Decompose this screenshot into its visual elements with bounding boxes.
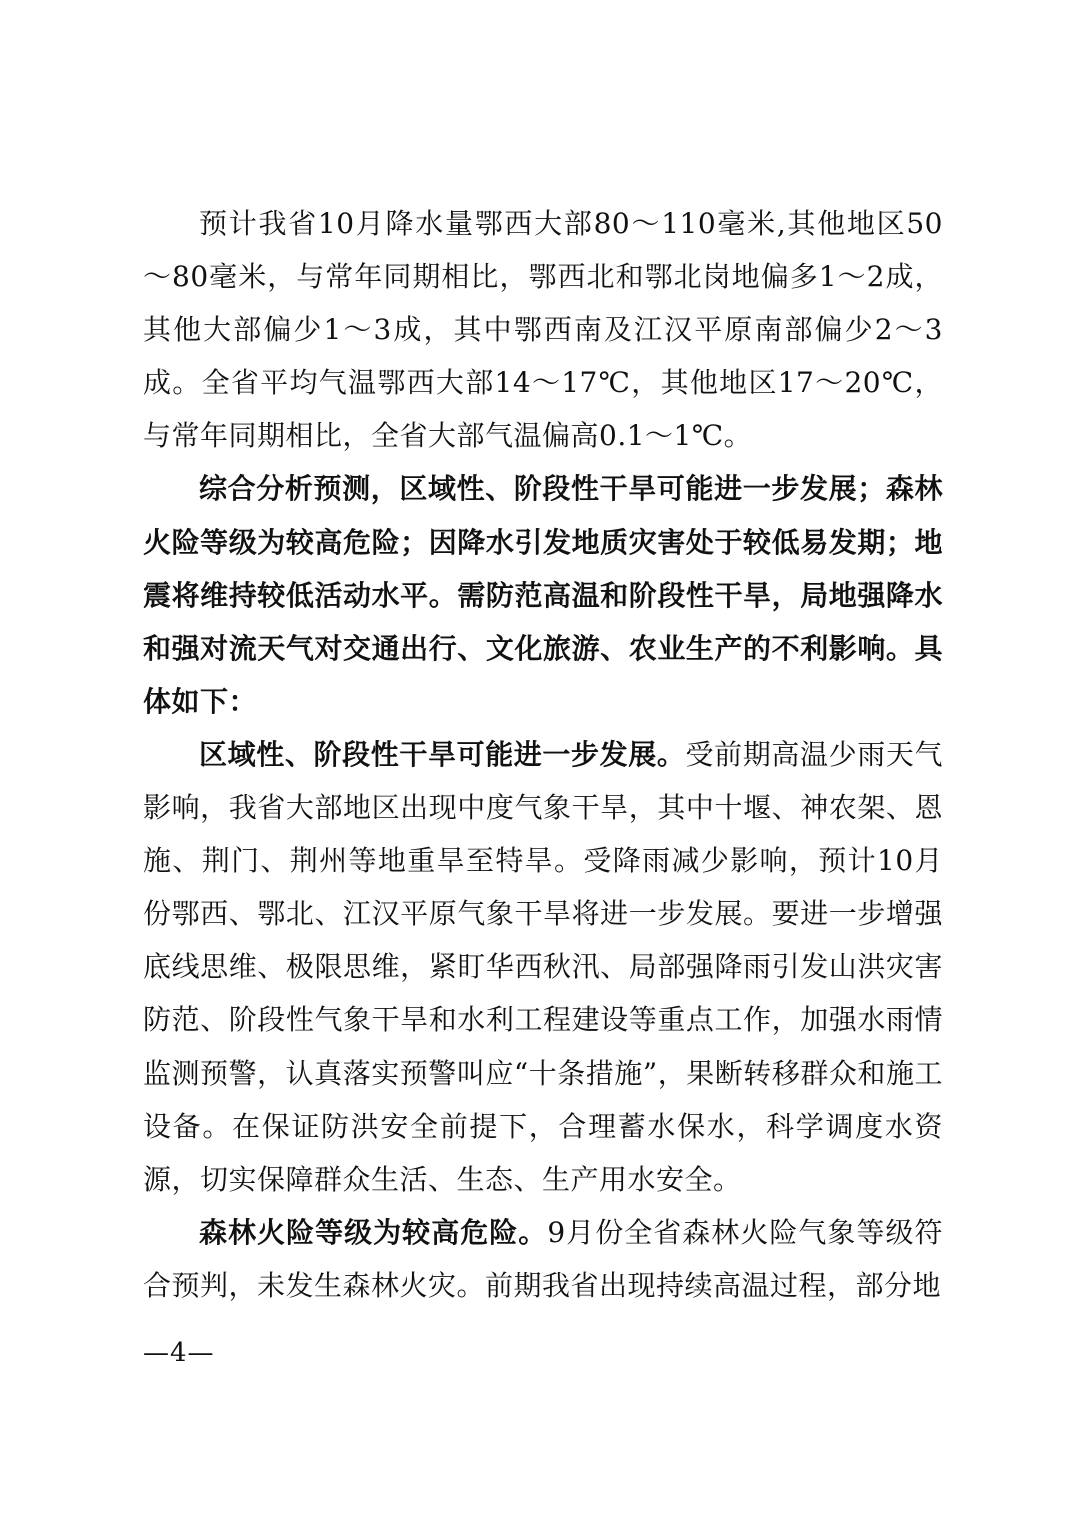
body-text: [143, 197, 943, 1312]
paragraph-text: 预计我省10月降水量鄂西大部80～110毫米,其他地区50～80毫米，与常年同期相比，鄂西北和鄂北岗地偏多1～2成，其他大部偏少1～3成，其中鄂西南及江汉平原南部偏少2～3成。全省平均气温鄂西大部14～17℃，其他地区17～20℃，与常年同期相比，全省大部气温偏高0.1～1℃。: [143, 207, 943, 453]
paragraph-text: 综合分析预测，区域性、阶段性干旱可能进一步发展；森林火险等级为较高危险；因降水引发地质灾害处于较低易发期；地震将维持较低活动水平。需防范高温和阶段性干旱，局地强降水和强对流天气对交通出行、文化旅游、农业生产的不利影响。具体如下：: [143, 472, 943, 718]
paragraph-forecast: [143, 197, 943, 462]
paragraph-drought: [143, 728, 943, 1206]
paragraph-summary: [143, 462, 943, 727]
paragraph-forest-fire: [143, 1206, 943, 1312]
paragraph-lead: 森林火险等级为较高危险。: [199, 1215, 548, 1249]
paragraph-text: 受前期高温少雨天气影响，我省大部地区出现中度气象干旱，其中十堰、神农架、恩施、荆门、荆州等地重旱至特旱。受降雨减少影响，预计10月份鄂西、鄂北、江汉平原气象干旱将进一步发展。要进一步增强底线思维、极限思维，紧盯华西秋汛、局部强降雨引发山洪灾害防范、阶段性气象干旱和水利工程建设等重点工作，加强水雨情监测预警，认真落实预警叫应“十条措施”，果断转移群众和施工设备。在保证防洪安全前提下，合理蓄水保水，科学调度水资源，切实保障群众生活、生态、生产用水安全。: [143, 737, 943, 1196]
paragraph-text: 9月份全省森林火险气象等级符合预判，未发生森林火灾。前期我省出现持续高温过程，部分地: [143, 1215, 943, 1302]
paragraph-lead: 区域性、阶段性干旱可能进一步发展。: [199, 737, 686, 771]
page-number: —4—: [143, 1338, 215, 1368]
